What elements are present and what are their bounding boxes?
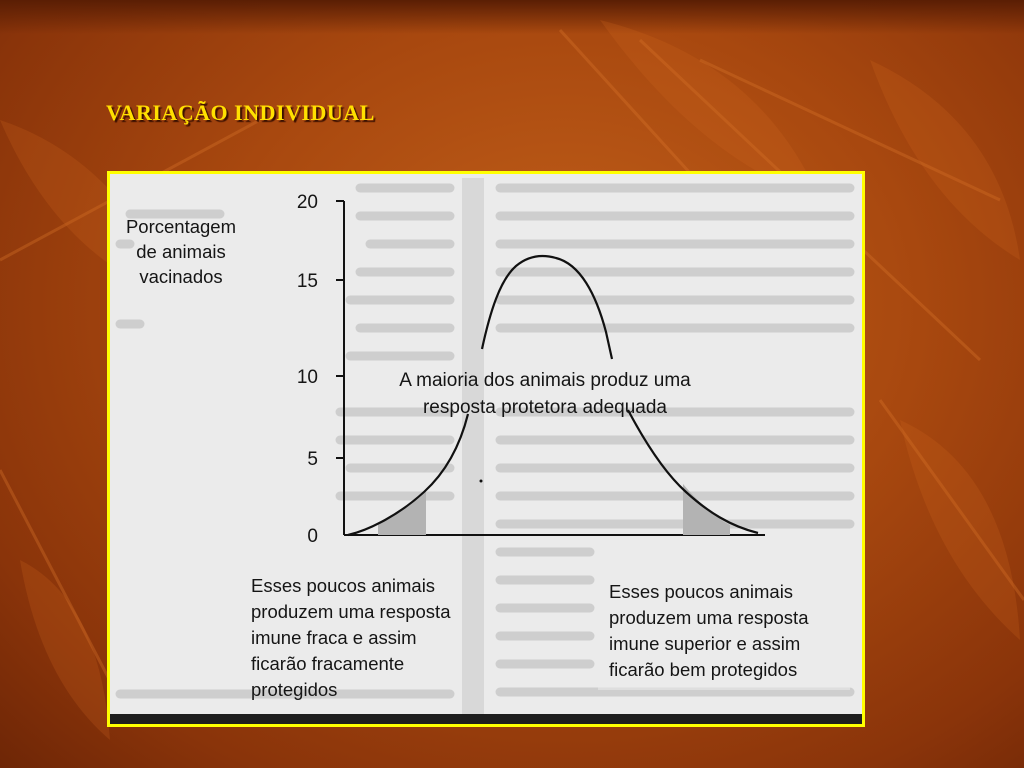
- left-label-line: Esses poucos animais: [251, 575, 436, 596]
- left-label-line: ficarão fracamente: [251, 653, 405, 674]
- right-label-line: produzem uma resposta: [609, 607, 809, 628]
- right-label-line: imune superior e assim: [609, 633, 801, 654]
- bell-curve-figure: [110, 174, 862, 724]
- y-axis-title: [126, 216, 236, 287]
- slide-title: VARIAÇÃO INDIVIDUAL: [106, 100, 375, 125]
- y-tick-label: 10: [296, 367, 318, 388]
- center-label-line: resposta protetora adequada: [422, 397, 668, 418]
- y-tick-label: 5: [307, 449, 318, 470]
- y-tick-label: 15: [296, 271, 318, 292]
- y-axis-title-line: Porcentagem: [125, 216, 237, 237]
- figure-frame: [107, 171, 865, 727]
- stray-dot: [480, 480, 483, 483]
- left-label-line: imune fraca e assim: [251, 627, 417, 648]
- y-tick-label: 20: [296, 192, 318, 213]
- center-label-line: A maioria dos animais produz uma: [399, 370, 691, 391]
- right-label-line: Esses poucos animais: [609, 581, 794, 602]
- left-label-line: produzem uma resposta: [251, 601, 451, 622]
- y-axis-title-line: de animais: [136, 241, 226, 262]
- left-label-line: protegidos: [251, 679, 338, 700]
- y-tick-label: 0: [307, 526, 318, 547]
- y-axis-title-line: vacinados: [139, 266, 223, 287]
- right-label-line: ficarão bem protegidos: [609, 659, 798, 680]
